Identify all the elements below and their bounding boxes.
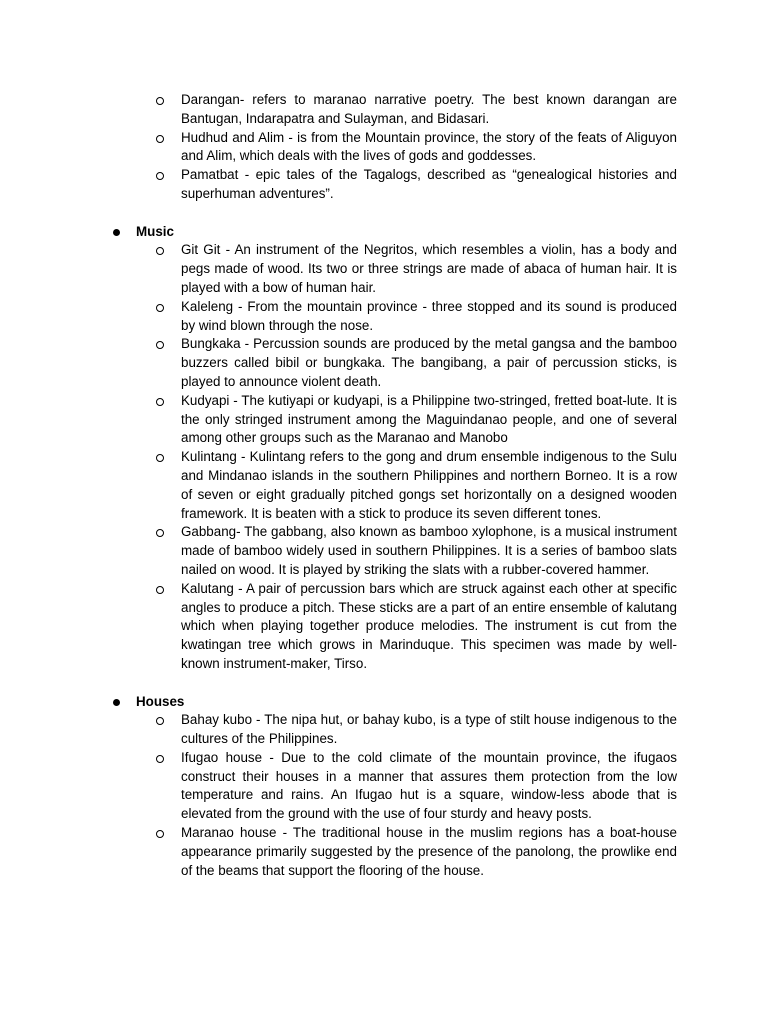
list-item-text: Kulintang - Kulintang refers to the gong and drum ensemble indigenous to the Sulu and Mindanao islands in the southern Philippines and northern Borneo. It is a row of seven or eight gradually pitched gongs set horizontally on a designed wooden framework. It is beaten with a stick to produce its seven different tones. xyxy=(181,449,677,521)
list-item-text: Gabbang- The gabbang, also known as bamboo xylophone, is a musical instrument made of bamboo widely used in southern Philippines. It is a series of bamboo slats nailed on wood. It is played by striking the slats with a rubber-covered hammer. xyxy=(181,524,677,577)
hollow-bullet-icon xyxy=(156,172,164,180)
list-item xyxy=(181,580,677,674)
list-item xyxy=(181,166,677,204)
list-item-text: Hudhud and Alim - is from the Mountain province, the story of the feats of Aliguyon and Alim, which deals with the lives of gods and goddesses. xyxy=(181,129,677,164)
list-item-text: Git Git - An instrument of the Negritos, which resembles a violin, has a body and pegs made of wood. Its two or three strings are made of abaca of human hair. It is played with a bow of human hair. xyxy=(181,242,677,295)
list-item xyxy=(181,523,677,579)
list-item-text: Kaleleng - From the mountain province - three stopped and its sound is produced by wind blown through the nose. xyxy=(181,298,677,333)
hollow-bullet-icon xyxy=(156,135,164,143)
hollow-bullet-icon xyxy=(156,97,164,105)
section-heading-text: Houses xyxy=(136,693,185,709)
list-item-text: Darangan- refers to maranao narrative poetry. The best known darangan are Bantugan, Indarapatra and Sulayman, and Bidasari. xyxy=(181,92,677,126)
list-item-text: Bungkaka - Percussion sounds are produced by the metal gangsa and the bamboo buzzers called bibil or bungkaka. The bangibang, a pair of percussion sticks, is played to announce violent death. xyxy=(181,336,677,389)
hollow-bullet-icon xyxy=(156,247,164,255)
list-item xyxy=(181,824,677,880)
list-item-text: Maranao house - The traditional house in the muslim regions has a boat-house appearance primarily suggested by the presence of the panolong, the prowlike end of the beams that support the flooring of the house. xyxy=(181,825,677,878)
document-body xyxy=(0,91,768,880)
list-item xyxy=(181,241,677,297)
list-item xyxy=(181,711,677,749)
section-heading-music xyxy=(136,223,768,242)
hollow-bullet-icon xyxy=(156,755,164,763)
list-item xyxy=(181,392,677,448)
filled-bullet-icon xyxy=(113,229,120,236)
hollow-bullet-icon xyxy=(156,830,164,838)
list-item-text: Bahay kubo - The nipa hut, or bahay kubo, is a type of stilt house indigenous to the cultures of the Philippines. xyxy=(181,712,677,747)
list-item xyxy=(181,91,677,129)
hollow-bullet-icon xyxy=(156,717,164,725)
hollow-bullet-icon xyxy=(156,398,164,406)
list-item-text: Pamatbat - epic tales of the Tagalogs, described as “genealogical histories and superhuman adventures”. xyxy=(181,167,677,201)
hollow-bullet-icon xyxy=(156,304,164,312)
hollow-bullet-icon xyxy=(156,341,164,349)
list-item xyxy=(181,448,677,523)
list-item xyxy=(181,335,677,391)
list-item xyxy=(181,129,677,167)
hollow-bullet-icon xyxy=(156,454,164,462)
hollow-bullet-icon xyxy=(156,529,164,537)
list-item-text: Kalutang - A pair of percussion bars which are struck against each other at specific angles to produce a pitch. These sticks are a part of an entire ensemble of kalutang which when playing together produce melodies. The instrument is cut from the kwatingan tree which grows in Marinduque. This specimen was made by well-known instrument-maker, Tirso. xyxy=(181,580,677,671)
hollow-bullet-icon xyxy=(156,586,164,594)
list-item xyxy=(181,298,677,336)
list-item-text: Ifugao house - Due to the cold climate of the mountain province, the ifugaos construct their houses in a manner that assures them protection from the low temperature and rains. An Ifugao hut is a square, window-less abode that is elevated from the ground with the use of four sturdy and heavy posts. xyxy=(181,749,677,822)
section-heading-text: Music xyxy=(136,223,174,239)
list-item xyxy=(181,749,677,824)
list-item-text: Kudyapi - The kutiyapi or kudyapi, is a Philippine two-stringed, fretted boat-lute. It is the only stringed instrument among the Maguindanao people, and one of several among other groups such as the Maranao and Manobo xyxy=(181,392,677,446)
filled-bullet-icon xyxy=(113,699,120,706)
section-heading-houses xyxy=(136,693,768,712)
